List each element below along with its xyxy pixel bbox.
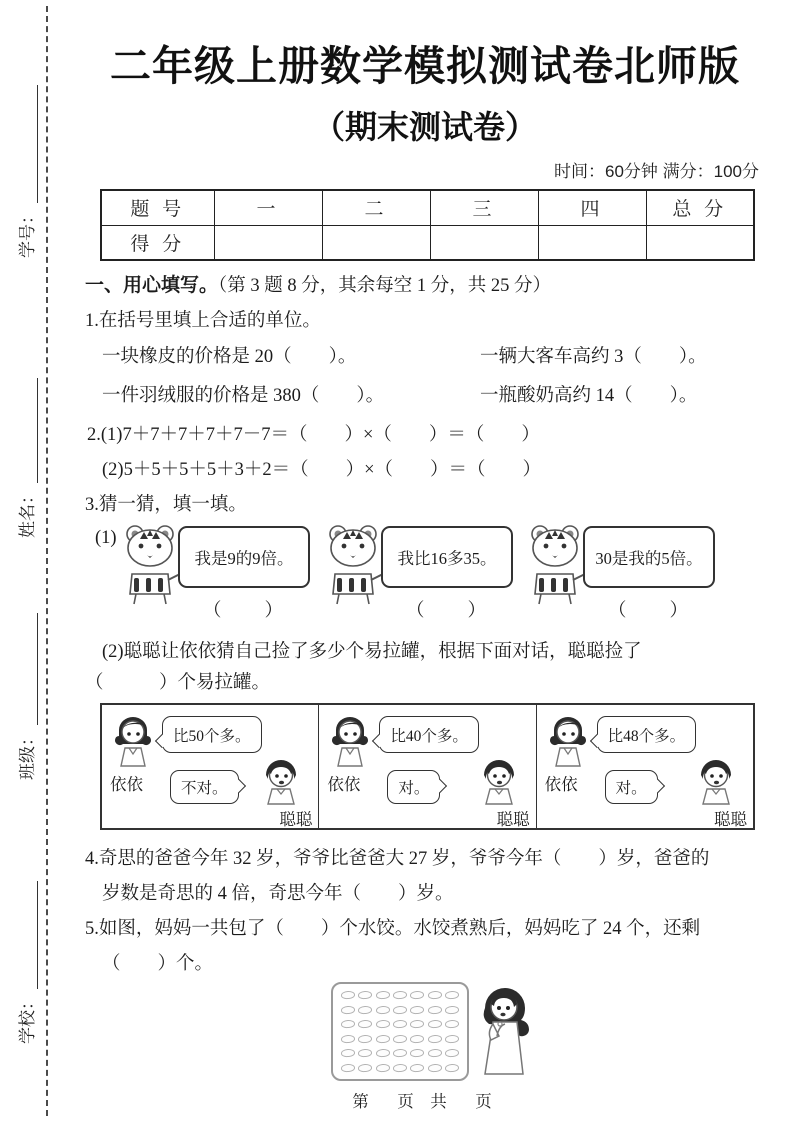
time-score-meta: 时间：60分钟 满分：100分 (554, 162, 759, 181)
dumpling-icon (393, 1034, 408, 1043)
dumpling-icon (410, 1020, 425, 1029)
dumpling-icon (375, 1020, 390, 1029)
q3-stem: 3.猜一猜，填一填。 (85, 495, 247, 515)
dumpling-icon (393, 1049, 408, 1058)
q2-line2: (2)5＋5＋5＋5＋3＋2＝（ ）×（ ）＝（ ） (102, 460, 542, 480)
dumpling-icon (375, 1034, 390, 1043)
paper-title: 二年级上册数学模拟测试卷北师版 (110, 43, 740, 89)
dumpling-icon (341, 1020, 356, 1029)
q1-item-eraser: 一块橡皮的价格是 20（ ）。 (102, 347, 357, 367)
tiger-answer-blank: （ ） (202, 601, 285, 621)
score-cell (430, 225, 538, 260)
student-name-blank (20, 378, 38, 483)
tiger-speech-box: 30是我的5倍。 (583, 526, 715, 588)
q5-line1: 5.如图，妈妈一共包了（ ）个水饺。水饺煮熟后，妈妈吃了 24 个，还剩 (85, 919, 701, 939)
score-header-cell: 四 (538, 190, 646, 225)
tiger-group-1 (118, 520, 318, 628)
dumpling-icon (393, 1020, 408, 1029)
dumpling-icon (445, 1005, 460, 1014)
boy-name-label: 聪聪 (496, 810, 530, 829)
section1-heading-rest: （第 3 题 8 分，其余每空 1 分，共 25 分） (218, 276, 552, 296)
girl-speech-bubble: 比48个多。 (597, 716, 697, 753)
boy-speech-bubble: 对。 (387, 770, 440, 804)
dumpling-icon (445, 1034, 460, 1043)
dumpling-icon (445, 1020, 460, 1029)
q3-part1-row (85, 520, 765, 628)
dumpling-icon (410, 1005, 425, 1014)
dumpling-icon (341, 1049, 356, 1058)
tiger-icon (523, 522, 587, 606)
section1-heading (85, 270, 765, 297)
dumpling-icon (375, 991, 390, 1000)
score-cell (646, 225, 754, 260)
tiger-speech-box: 我是9的9倍。 (178, 526, 310, 588)
dumpling-icon (427, 1063, 442, 1072)
main-content (85, 0, 765, 1122)
dumpling-icon (410, 1034, 425, 1043)
dumpling-icon (393, 1063, 408, 1072)
score-cell (538, 225, 646, 260)
dumpling-icon (393, 991, 408, 1000)
score-cell (214, 225, 322, 260)
q4-line2: 岁数是奇思的 4 倍，奇思今年（ ）岁。 (102, 884, 454, 904)
dialogue-panels (100, 703, 755, 830)
q1-row2 (85, 381, 765, 409)
school-blank (20, 881, 38, 989)
score-header-cell: 一 (214, 190, 322, 225)
q3-part2-line2: （ ）个易拉罐。 (85, 673, 271, 693)
q1-item-jacket: 一件羽绒服的价格是 380（ ）。 (102, 386, 385, 406)
q4-line1: 4.奇思的爸爸今年 32 岁，爷爷比爸爸大 27 岁，爷爷今年（ ）岁，爸爸的 (85, 849, 710, 869)
boy-name-label: 聪聪 (713, 810, 747, 829)
dumpling-icon (410, 991, 425, 1000)
boy-illustration (693, 753, 739, 805)
mother-illustration (473, 980, 539, 1076)
dumpling-tray (331, 982, 469, 1081)
boy-speech-bubble: 对。 (605, 770, 658, 804)
student-id-field (14, 85, 38, 258)
dialogue-panel-2 (319, 705, 536, 828)
girl-speech-bubble: 比50个多。 (162, 716, 262, 753)
dumpling-icon (341, 991, 356, 1000)
girl-name-label: 依依 (110, 775, 143, 794)
dumpling-icon (358, 1034, 373, 1043)
dumpling-icon (427, 1049, 442, 1058)
girl-illustration (109, 710, 157, 768)
student-id-blank (20, 85, 38, 203)
girl-illustration (544, 710, 592, 768)
boy-illustration (476, 753, 522, 805)
score-cell (322, 225, 430, 260)
paper-subtitle: （期末测试卷） (312, 109, 537, 145)
section1-heading-bold: 一、用心填写。 (85, 275, 219, 296)
dumpling-icon (341, 1034, 356, 1043)
dialogue-panel-1 (102, 705, 319, 828)
dumpling-icon (410, 1063, 425, 1072)
boy-illustration (258, 753, 304, 805)
page-footer: 第 页 共 页 (352, 1093, 498, 1111)
q1-row1 (85, 342, 765, 370)
dumpling-icon (427, 1020, 442, 1029)
q1-item-yogurt: 一瓶酸奶高约 14（ ）。 (480, 386, 698, 406)
dumpling-icon (358, 991, 373, 1000)
dumpling-icon (358, 1020, 373, 1029)
score-table (100, 189, 755, 261)
tiger-answer-blank: （ ） (405, 601, 488, 621)
tiger-group-3 (523, 520, 723, 628)
student-name-label: 姓名： (18, 487, 37, 538)
dumpling-icon (375, 1049, 390, 1058)
dumpling-icon (341, 1005, 356, 1014)
cut-line-divider (46, 6, 48, 1116)
girl-illustration (326, 710, 374, 768)
tiger-answer-blank: （ ） (607, 601, 690, 621)
dumpling-icon (427, 1034, 442, 1043)
dumpling-icon (427, 1005, 442, 1014)
q3-part2-line1: (2)聪聪让依依猜自己捡了多少个易拉罐，根据下面对话，聪聪捡了 (102, 642, 642, 662)
dumpling-icon (445, 1063, 460, 1072)
student-name-field (14, 378, 38, 538)
dumpling-icon (375, 1005, 390, 1014)
student-id-label: 学号： (18, 207, 37, 258)
q1-stem: 1.在括号里填上合适的单位。 (85, 311, 321, 331)
dumpling-icon (445, 1049, 460, 1058)
tiger-speech-box: 我比16多35。 (381, 526, 513, 588)
girl-name-label: 依依 (327, 775, 361, 794)
class-label: 班级： (18, 729, 37, 780)
tiger-icon (321, 522, 385, 606)
dumpling-icon (393, 1005, 408, 1014)
score-table-header-row (101, 190, 754, 225)
school-field (14, 881, 38, 1044)
class-field (14, 613, 38, 780)
q1-item-bus: 一辆大客车高约 3（ ）。 (480, 347, 707, 367)
q3-part1-label: (1) (95, 528, 117, 548)
boy-name-label: 聪聪 (279, 810, 313, 829)
boy-speech-bubble: 不对。 (170, 770, 239, 804)
dumpling-icon (358, 1063, 373, 1072)
dumpling-icon (375, 1063, 390, 1072)
dumpling-icon (410, 1049, 425, 1058)
girl-name-label: 依依 (544, 775, 578, 794)
q5-line2: （ ）个。 (102, 954, 214, 974)
girl-speech-bubble: 比40个多。 (379, 716, 479, 753)
class-blank (20, 613, 38, 725)
dumpling-icon (427, 991, 442, 1000)
score-table-score-row (101, 225, 754, 260)
score-header-cell: 二 (322, 190, 430, 225)
score-header-cell: 题 号 (101, 190, 214, 225)
dumpling-icon (445, 991, 460, 1000)
tiger-icon (118, 522, 182, 606)
dumpling-icon (358, 1005, 373, 1014)
dumpling-icon (358, 1049, 373, 1058)
score-header-cell: 三 (430, 190, 538, 225)
tiger-group-2 (321, 520, 521, 628)
score-row-label: 得 分 (101, 225, 214, 260)
q2-line1: 2.(1)7＋7＋7＋7＋7－7＝（ ）×（ ）＝（ ） (87, 425, 540, 445)
school-label: 学校： (18, 993, 37, 1044)
dialogue-panel-3 (537, 705, 753, 828)
dumpling-icon (341, 1063, 356, 1072)
score-header-cell: 总 分 (646, 190, 754, 225)
